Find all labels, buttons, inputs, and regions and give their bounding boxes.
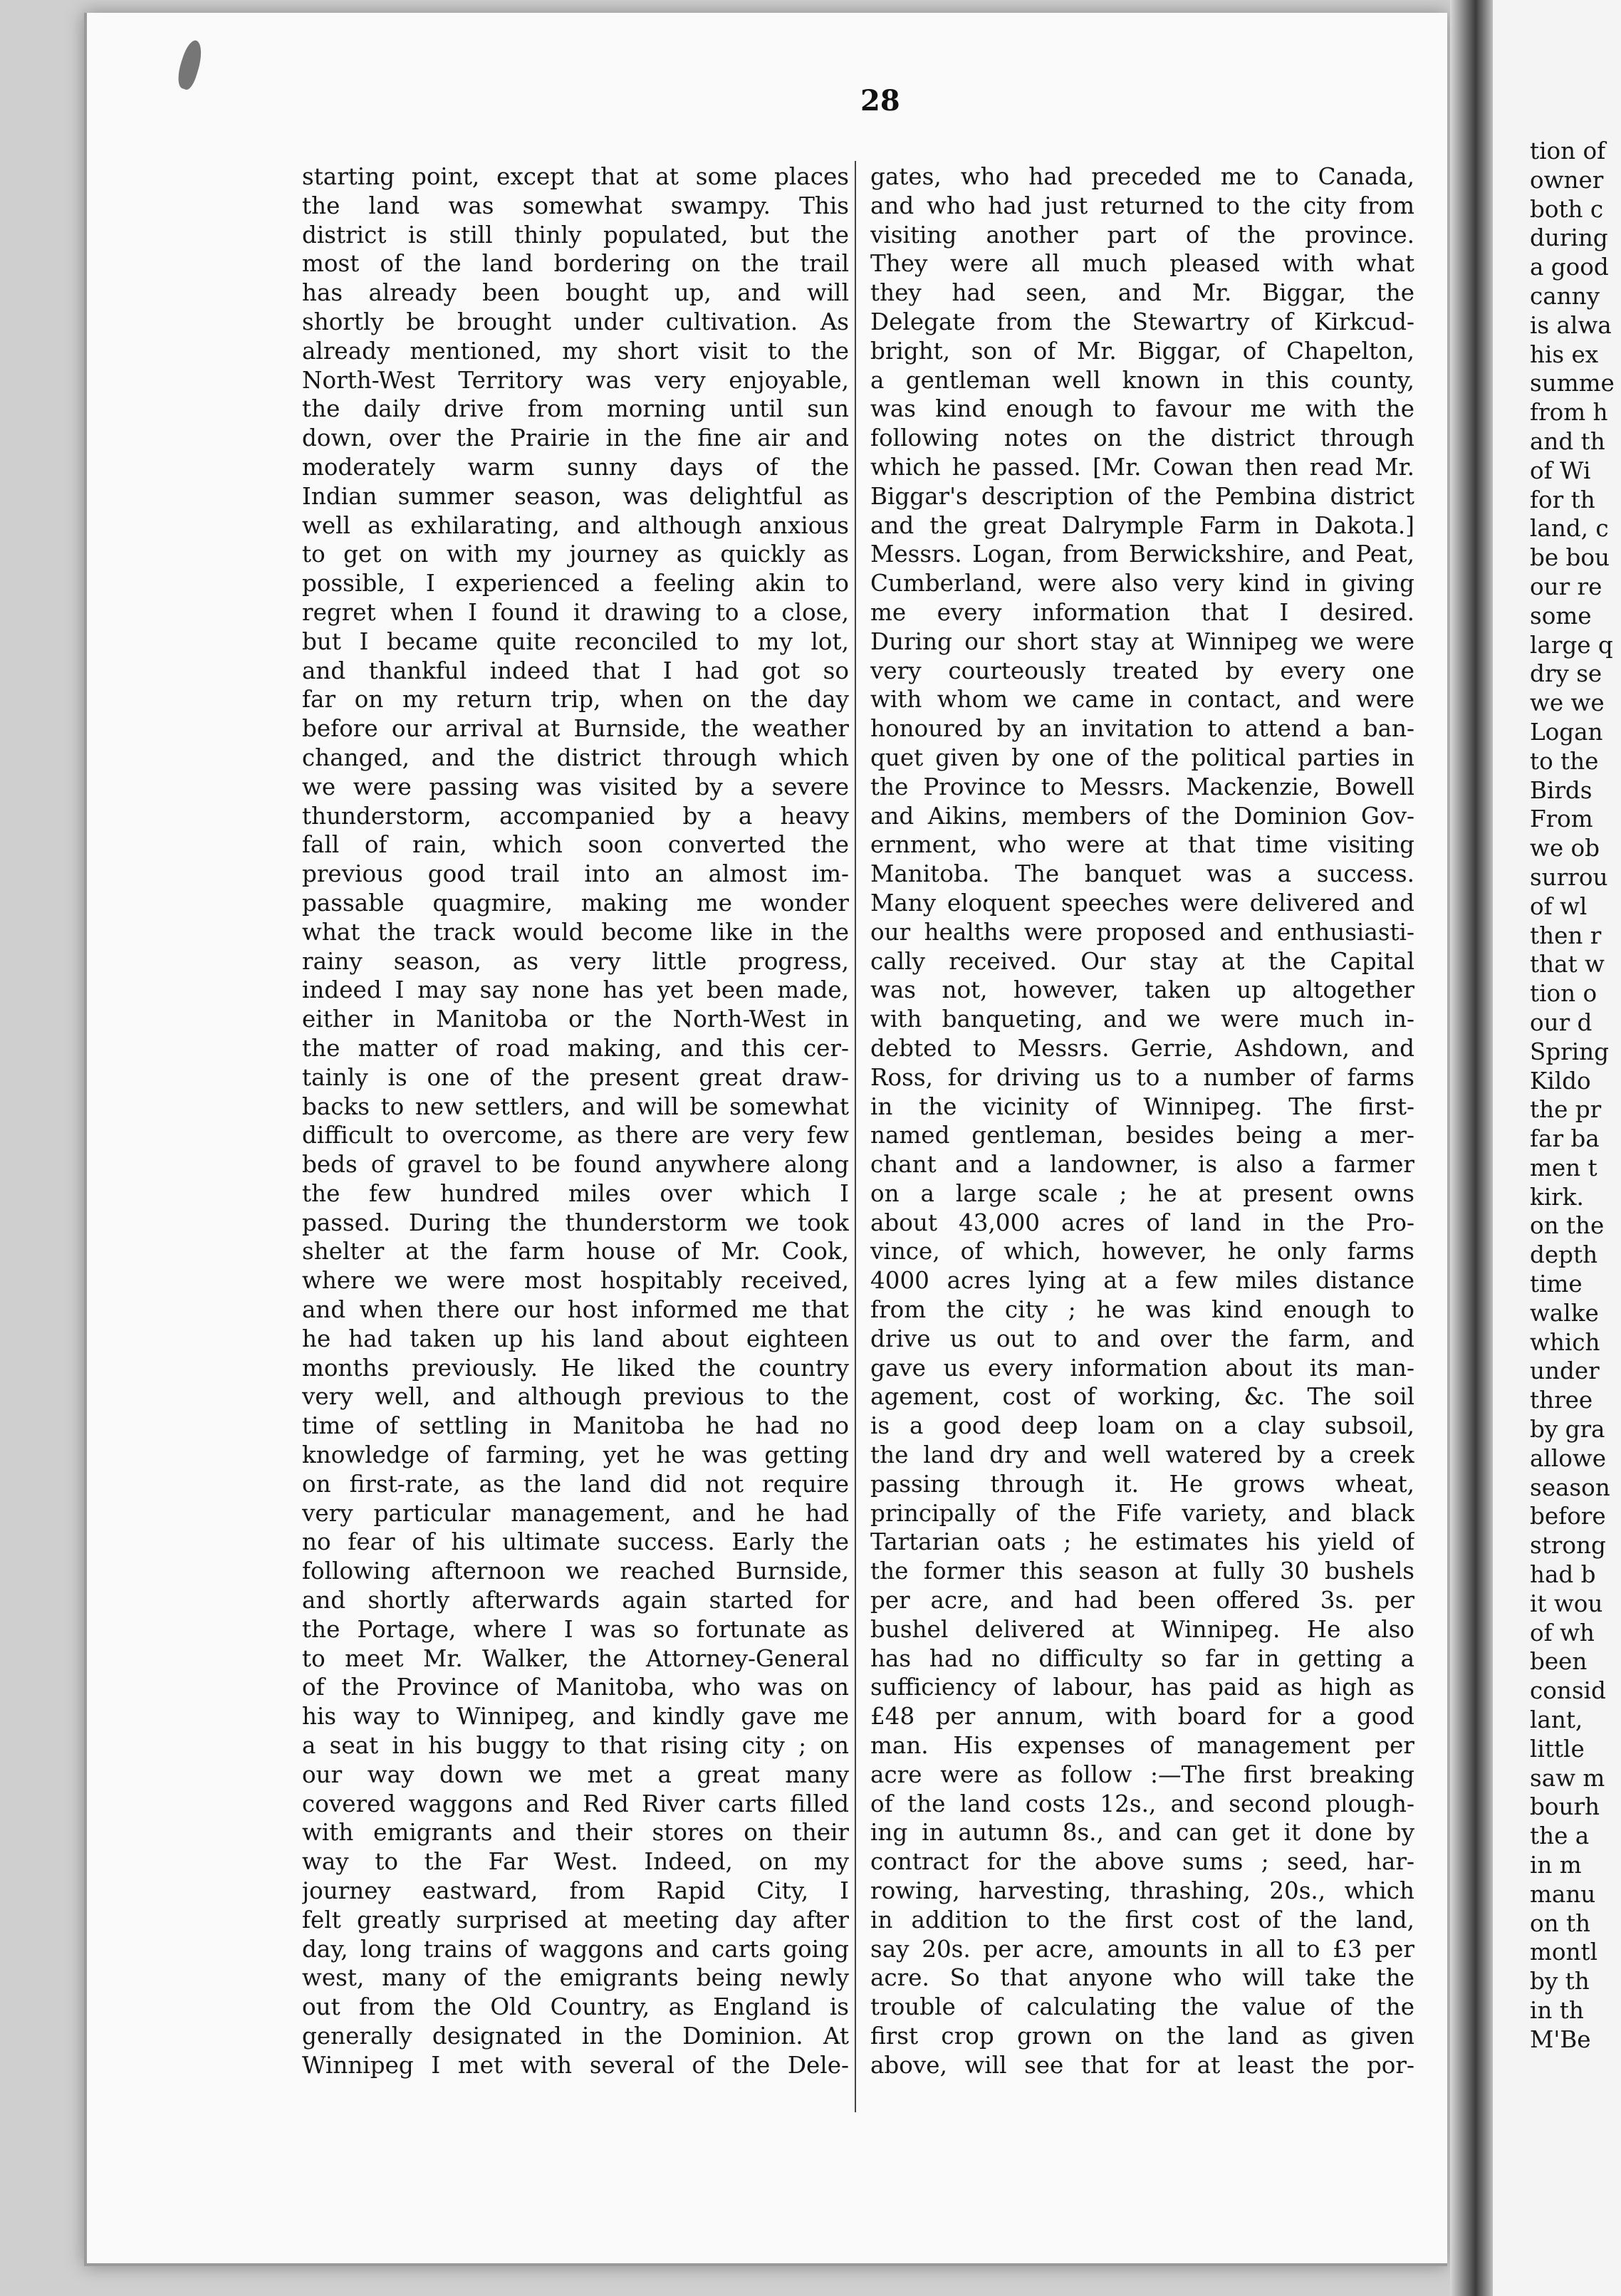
text-line: Delegate from the Stewartry of Kirkcud- (870, 308, 1414, 335)
text-line: with whom we came in contact, and were (870, 686, 1414, 714)
left-column (302, 162, 849, 2080)
text-line: passable quagmire, making me wonder (302, 889, 849, 917)
text-line: with banqueting, and we were much in- (870, 1006, 1414, 1033)
text-line: lant, (1530, 1706, 1583, 1734)
text-line: named gentleman, besides being a mer- (870, 1122, 1414, 1149)
text-line: consid (1530, 1677, 1606, 1705)
text-line: far on my return trip, when on the day (302, 686, 849, 714)
text-line: they had seen, and Mr. Biggar, the (870, 279, 1414, 307)
text-line: we ob (1530, 835, 1600, 862)
page-number: 28 (860, 84, 900, 118)
text-line: to get on with my journey as quickly as (302, 541, 849, 568)
text-line: on the (1530, 1212, 1605, 1240)
text-line: he had taken up his land about eighteen (302, 1325, 849, 1352)
text-line: principally of the Fife variety, and black (870, 1499, 1414, 1527)
text-line: was not, however, taken up altogether (870, 976, 1414, 1004)
text-line: and shortly afterwards again started for (302, 1587, 849, 1614)
text-line: above, will see that for at least the por- (870, 2051, 1414, 2079)
text-line: bourh (1530, 1793, 1600, 1821)
text-line: his way to Winnipeg, and kindly gave me (302, 1703, 849, 1731)
text-line: time (1530, 1270, 1583, 1298)
text-line: agement, cost of working, &c. The soil (870, 1383, 1414, 1411)
text-line: covered waggons and Red River carts filled (302, 1790, 849, 1817)
text-line: both c (1530, 195, 1604, 223)
text-line: difficult to overcome, as there are very few (302, 1122, 849, 1149)
text-line: the Portage, where I was so fortunate as (302, 1615, 849, 1643)
text-line: backs to new settlers, and will be somewhat (302, 1092, 849, 1120)
text-line: a gentleman well known in this county, (870, 366, 1414, 394)
text-line: allowe (1530, 1444, 1607, 1472)
text-line: down, over the Prairie in the fine air and (302, 424, 849, 452)
text-line: men t (1530, 1154, 1597, 1181)
text-line: large q (1530, 631, 1613, 659)
text-line: beds of gravel to be found anywhere along (302, 1151, 849, 1179)
text-line: knowledge of farming, yet he was getting (302, 1441, 849, 1469)
text-line: acre. So that anyone who will take the (870, 1964, 1414, 1992)
text-line: man. His expenses of management per (870, 1732, 1414, 1760)
text-line: gates, who had preceded me to Canada, (870, 163, 1414, 190)
text-line: his ex (1530, 340, 1599, 368)
text-line: honoured by an invitation to attend a ban- (870, 715, 1414, 743)
text-line: from the city ; he was kind enough to (870, 1296, 1414, 1324)
text-line: cally received. Our stay at the Capital (870, 947, 1414, 975)
text-line: previous good trail into an almost im- (302, 860, 849, 888)
text-line: and when there our host informed me that (302, 1296, 849, 1324)
text-line: for th (1530, 486, 1595, 513)
text-line: sufficiency of labour, has paid as high as (870, 1674, 1414, 1701)
text-line: trouble of calculating the value of the (870, 1993, 1414, 2021)
text-line: on th (1530, 1909, 1591, 1937)
text-line: me every information that I desired. (870, 598, 1414, 626)
text-line: kirk. (1530, 1183, 1584, 1211)
text-line: of the Province of Manitoba, who was on (302, 1674, 849, 1701)
text-line: tion o (1530, 980, 1597, 1008)
text-line: Many eloquent speeches were delivered and (870, 889, 1414, 917)
text-line: following notes on the district through (870, 424, 1414, 452)
text-line: our re (1530, 573, 1602, 600)
text-line: bright, son of Mr. Biggar, of Chapelton, (870, 337, 1414, 365)
text-line: very courteously treated by every one (870, 657, 1414, 684)
text-line: indeed I may say none has yet been made, (302, 976, 849, 1004)
text-line: ing in autumn 8s., and can get it done by (870, 1819, 1414, 1847)
text-line: passing through it. He grows wheat, (870, 1470, 1414, 1498)
text-line: has already been bought up, and will (302, 279, 849, 307)
text-line: day, long trains of waggons and carts going (302, 1935, 849, 1963)
text-line: the matter of road making, and this cer- (302, 1034, 849, 1062)
text-line: but I became quite reconciled to my lot, (302, 627, 849, 655)
text-line: visiting another part of the province. (870, 221, 1414, 249)
text-line: per acre, and had been offered 3s. per (870, 1587, 1414, 1614)
text-line: our way down we met a great many (302, 1760, 849, 1788)
text-line: £48 per annum, with board for a good (870, 1703, 1414, 1731)
text-line: canny (1530, 282, 1600, 310)
text-line: Indian summer season, was delightful as (302, 482, 849, 510)
text-line: Kildo (1530, 1067, 1591, 1095)
text-line: fall of rain, which soon converted the (302, 831, 849, 859)
text-line: no fear of his ultimate success. Early the (302, 1528, 849, 1556)
text-line: North-West Territory was very enjoyable, (302, 366, 849, 394)
text-line: walke (1530, 1299, 1599, 1327)
text-line: contract for the above sums ; seed, har- (870, 1848, 1414, 1876)
text-line: Biggar's description of the Pembina district (870, 482, 1414, 510)
text-line: little (1530, 1735, 1585, 1763)
text-line: dry se (1530, 660, 1602, 688)
text-line: is a good deep loam on a clay subsoil, (870, 1412, 1414, 1440)
text-line: very particular management, and he had (302, 1499, 849, 1527)
text-line: where we were most hospitably received, (302, 1267, 849, 1295)
text-line: some (1530, 602, 1592, 630)
text-line: bushel delivered at Winnipeg. He also (870, 1615, 1414, 1643)
text-line: During our short stay at Winnipeg we were (870, 627, 1414, 655)
text-line: was kind enough to favour me with the (870, 395, 1414, 423)
text-line: changed, and the district through which (302, 743, 849, 771)
text-line: in the vicinity of Winnipeg. The first- (870, 1092, 1414, 1120)
text-line: Manitoba. The banquet was a success. (870, 860, 1414, 888)
text-line: quet given by one of the political parties in (870, 743, 1414, 771)
text-line: far ba (1530, 1125, 1600, 1153)
text-line: season (1530, 1473, 1610, 1501)
text-line: which he passed. [Mr. Cowan then read Mr. (870, 453, 1414, 481)
text-line: debted to Messrs. Gerrie, Ashdown, and (870, 1034, 1414, 1062)
text-line: regret when I found it drawing to a close, (302, 598, 849, 626)
text-line: surrou (1530, 863, 1608, 891)
text-line: the former this season at fully 30 bushels (870, 1557, 1414, 1585)
text-line: depth (1530, 1241, 1598, 1269)
torn-corner-mark (174, 38, 207, 92)
text-line: Messrs. Logan, from Berwickshire, and Peat, (870, 541, 1414, 568)
text-line: the daily drive from morning until sun (302, 395, 849, 423)
text-line: time of settling in Manitoba he had no (302, 1412, 849, 1440)
text-line: our d (1530, 1008, 1593, 1036)
text-line: we we (1530, 689, 1605, 717)
text-line: say 20s. per acre, amounts in all to £3 per (870, 1935, 1414, 1963)
text-line: of wh (1530, 1619, 1595, 1647)
next-page-column (1530, 137, 1621, 2055)
text-line: of Wi (1530, 456, 1591, 484)
text-line: is alwa (1530, 311, 1612, 339)
text-line: possible, I experienced a feeling akin to (302, 570, 849, 598)
text-line: which (1530, 1328, 1600, 1356)
text-line: it wou (1530, 1590, 1603, 1617)
text-line: Winnipeg I met with several of the Dele- (302, 2051, 849, 2079)
text-line: most of the land bordering on the trail (302, 250, 849, 278)
text-line: and who had just returned to the city from (870, 192, 1414, 219)
text-line: way to the Far West. Indeed, on my (302, 1848, 849, 1876)
text-line: thunderstorm, accompanied by a heavy (302, 802, 849, 830)
text-line: chant and a landowner, is also a farmer (870, 1151, 1414, 1179)
text-line: the pr (1530, 1096, 1602, 1124)
text-line: either in Manitoba or the North-West in (302, 1006, 849, 1033)
text-line: gave us every information about its man- (870, 1354, 1414, 1382)
text-line: and thankful indeed that I had got so (302, 657, 849, 684)
text-line: a good (1530, 254, 1609, 281)
text-line: ernment, who were at that time visiting (870, 831, 1414, 859)
text-line: journey eastward, from Rapid City, I (302, 1877, 849, 1905)
text-line: Ross, for driving us to a number of farms (870, 1063, 1414, 1091)
text-line: first crop grown on the land as given (870, 2023, 1414, 2050)
text-line: about 43,000 acres of land in the Pro- (870, 1209, 1414, 1236)
text-line: by th (1530, 1968, 1590, 1995)
text-line: district is still thinly populated, but the (302, 221, 849, 249)
text-line: well as exhilarating, and although anxious (302, 511, 849, 539)
text-line: summe (1530, 370, 1615, 397)
text-line: very well, and although previous to the (302, 1383, 849, 1411)
text-line: strong (1530, 1532, 1606, 1560)
text-line: months previously. He liked the country (302, 1354, 849, 1382)
text-line: during (1530, 224, 1608, 252)
text-line: had b (1530, 1561, 1596, 1589)
middle-column (870, 162, 1414, 2080)
text-line: rainy season, as very little progress, (302, 947, 849, 975)
text-line: in th (1530, 1997, 1584, 2024)
text-line: drive us out to and over the farm, and (870, 1325, 1414, 1352)
text-line: Tartarian oats ; he estimates his yield of (870, 1528, 1414, 1556)
text-line: then r (1530, 922, 1602, 949)
text-line: has had no difficulty so far in getting a (870, 1644, 1414, 1672)
text-line: felt greatly surprised at meeting day after (302, 1906, 849, 1934)
text-line: in addition to the first cost of the land, (870, 1906, 1414, 1934)
text-line: moderately warm sunny days of the (302, 453, 849, 481)
text-line: three (1530, 1387, 1593, 1414)
text-line: rowing, harvesting, thrashing, 20s., which (870, 1877, 1414, 1905)
text-line: 4000 acres lying at a few miles distance (870, 1267, 1414, 1295)
text-line: starting point, except that at some places (302, 163, 849, 190)
text-line: from h (1530, 399, 1608, 427)
text-line: tion of (1530, 137, 1606, 165)
text-line: shelter at the farm house of Mr. Cook, (302, 1238, 849, 1266)
text-line: land, c (1530, 515, 1609, 543)
text-line: be bou (1530, 544, 1610, 572)
text-line: following afternoon we reached Burnside, (302, 1557, 849, 1585)
text-line: west, many of the emigrants being newly (302, 1964, 849, 1992)
text-line: by gra (1530, 1416, 1605, 1444)
text-line: tainly is one of the present great draw- (302, 1063, 849, 1091)
text-line: before our arrival at Burnside, the weather (302, 715, 849, 743)
text-line: before (1530, 1503, 1606, 1530)
text-line: the Province to Messrs. Mackenzie, Bowell (870, 773, 1414, 800)
text-line: montl (1530, 1938, 1597, 1966)
text-line: the land was somewhat swampy. This (302, 192, 849, 219)
book-gutter (1450, 0, 1493, 2296)
text-line: Cumberland, were also very kind in giving (870, 570, 1414, 598)
text-line: owner (1530, 166, 1604, 194)
text-line: with emigrants and their stores on their (302, 1819, 849, 1847)
text-line: been (1530, 1648, 1588, 1676)
text-line: our healths were proposed and enthusiasti- (870, 918, 1414, 946)
text-line: passed. During the thunderstorm we took (302, 1209, 849, 1236)
text-line: the few hundred miles over which I (302, 1179, 849, 1207)
text-line: M'Be (1530, 2025, 1591, 2053)
text-line: a seat in his buggy to that rising city ; on (302, 1732, 849, 1760)
text-line: of the land costs 12s., and second plough- (870, 1790, 1414, 1817)
text-line: what the track would become like in the (302, 918, 849, 946)
text-line: that w (1530, 951, 1605, 979)
text-line: acre were as follow :—The first breaking (870, 1760, 1414, 1788)
text-line: generally designated in the Dominion. At (302, 2023, 849, 2050)
text-line: out from the Old Country, as England is (302, 1993, 849, 2021)
text-line: Spring (1530, 1038, 1610, 1065)
text-line: From (1530, 805, 1593, 833)
text-line: we were passing was visited by a severe (302, 773, 849, 800)
text-line: manu (1530, 1880, 1596, 1908)
text-line: already mentioned, my short visit to the (302, 337, 849, 365)
text-line: and Aikins, members of the Dominion Gov- (870, 802, 1414, 830)
text-line: vince, of which, however, he only farms (870, 1238, 1414, 1266)
text-line: of wl (1530, 892, 1588, 920)
text-line: on a large scale ; he at present owns (870, 1179, 1414, 1207)
text-line: shortly be brought under cultivation. As (302, 308, 849, 335)
text-line: to the (1530, 747, 1599, 775)
text-line: and the great Dalrymple Farm in Dakota.] (870, 511, 1414, 539)
text-line: and th (1530, 427, 1605, 455)
text-line: saw m (1530, 1764, 1605, 1792)
text-line: Birds (1530, 776, 1593, 804)
text-line: the land dry and well watered by a creek (870, 1441, 1414, 1469)
text-line: to meet Mr. Walker, the Attorney-General (302, 1644, 849, 1672)
text-line: They were all much pleased with what (870, 250, 1414, 278)
text-line: under (1530, 1357, 1600, 1385)
text-line: Logan (1530, 718, 1603, 746)
column-rule (855, 161, 856, 2112)
text-line: on first-rate, as the land did not require (302, 1470, 849, 1498)
text-line: in m (1530, 1852, 1582, 1879)
text-line: the a (1530, 1822, 1590, 1850)
